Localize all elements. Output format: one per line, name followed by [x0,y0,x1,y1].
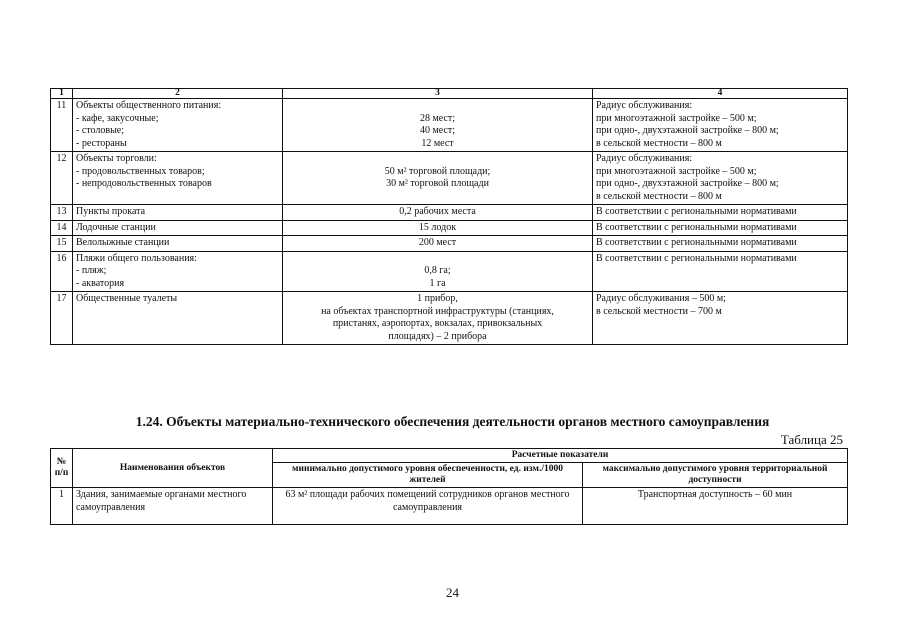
value-cell-line: 0,2 рабочих места [399,206,476,217]
value-cell [283,292,593,345]
object-name-cell [73,152,283,205]
table-row [51,220,848,236]
value-cell-line: 15 лодок [418,221,457,233]
value-cell-line: 12 мест [421,137,454,149]
note-cell-line: В соответствии с региональными нормативами [596,206,797,217]
value-cell-line [286,100,589,113]
value-cell-line [286,153,589,166]
note-cell-line: в сельской местности – 800 м [596,190,722,202]
col-min-header: минимально допустимого уровня обеспеченности, ед. изм./1000 жителей [273,463,583,488]
table-row [51,251,848,292]
value-cell [283,152,593,205]
header-row [51,89,848,99]
value-cell-line: 0,8 га; [424,265,451,276]
row-number: 13 [51,205,73,221]
header-cell: 2 [73,89,283,99]
col-group-header: Расчетные показатели [273,449,848,463]
value-cell [283,236,593,252]
note-cell [593,251,848,292]
table-row [51,99,848,152]
object-name-cell-line: - непродовольственных товаров [76,178,212,189]
max-value-cell: Транспортная доступность – 60 мин [583,488,848,525]
object-name-cell [73,99,283,152]
note-cell-line: Радиус обслуживания: [596,100,693,111]
object-name-cell-line: Пункты проката [76,206,146,217]
row-number: 16 [51,251,73,292]
object-name-cell [73,236,283,252]
note-cell [593,152,848,205]
page-number: 24 [446,585,459,600]
row-number: 15 [51,236,73,252]
note-cell-line: при одно-, двухэтажной застройке – 800 м; [596,178,779,189]
object-name-cell-line: Велолыжные станции [76,237,170,248]
table-row [51,152,848,205]
col-max-header: максимально допустимого уровня территориальной доступности [583,463,848,488]
object-name-cell-line: - кафе, закусочные; [76,112,159,124]
note-cell [593,220,848,236]
object-name-cell-line: Лодочные станции [76,221,156,233]
object-name-cell-line: - пляж; [76,265,107,276]
municipal-objects-table [50,448,848,525]
value-cell-line: пристанях, аэропортах, вокзалах, привокзальных [332,318,543,329]
note-cell-line: Радиус обслуживания – 500 м; [596,293,726,304]
object-name-cell [73,205,283,221]
note-cell-line: В соответствии с региональными нормативами [596,221,797,233]
value-cell-line: 200 мест [418,237,457,248]
note-cell [593,236,848,252]
note-cell-line: в сельской местности – 700 м [596,305,722,317]
table-row [51,236,848,252]
table-row [51,205,848,221]
note-cell [593,99,848,152]
value-cell-line: 30 м² торговой площади [386,178,489,189]
row-number: 11 [51,99,73,152]
value-cell [283,205,593,221]
note-cell-line: В соответствии с региональными нормативами [596,237,797,248]
row-number: 17 [51,292,73,345]
col-name-header: Наименования объектов [73,449,273,488]
header-cell: 1 [51,89,73,99]
object-name-cell-line: - рестораны [76,137,127,149]
value-cell-line: 1 прибор, [417,293,458,304]
value-cell-line: 1 га [429,277,446,289]
row-number: 14 [51,220,73,236]
object-name-cell-line: Пляжи общего пользования: [76,252,197,264]
note-cell-line: при одно-, двухэтажной застройке – 800 м; [596,125,779,136]
value-cell [283,251,593,292]
header-row [51,449,848,463]
note-cell-line: В соответствии с региональными нормативами [596,252,797,264]
value-cell-line: 50 м² торговой площади; [384,165,491,177]
object-name-cell [73,292,283,345]
note-cell-line: при многоэтажной застройке – 500 м; [596,165,757,177]
object-name-cell-line: Объекты торговли: [76,153,157,164]
header-cell: 4 [593,89,848,99]
note-cell-line: при многоэтажной застройке – 500 м; [596,112,757,124]
object-name-cell-line: - столовые; [76,125,125,136]
value-cell-line [286,253,589,266]
note-cell-line: в сельской местности – 800 м [596,137,722,149]
object-name-cell [73,251,283,292]
object-name-cell-line: Объекты общественного питания: [76,100,222,111]
min-value-cell: 63 м² площади рабочих помещений сотрудников органов местного самоуправления [273,488,583,525]
col-num-header: № п/п [51,449,73,488]
object-name-cell-line: - продовольственных товаров; [76,165,205,177]
table-row [51,488,848,525]
value-cell [283,220,593,236]
norms-table [50,88,848,345]
header-cell: 3 [283,89,593,99]
note-cell [593,292,848,345]
table-row [51,292,848,345]
table-label: Таблица 25 [780,432,843,447]
value-cell-line: на объектах транспортной инфраструктуры (станциях, [321,305,554,317]
row-number: 1 [51,488,73,525]
value-cell-line: 28 мест; [419,112,456,124]
value-cell-line: 40 мест; [419,125,456,136]
object-name-cell: Здания, занимаемые органами местного самоуправления [73,488,273,525]
note-cell-line: Радиус обслуживания: [596,153,693,164]
object-name-cell-line: - акватория [76,277,125,289]
row-number: 12 [51,152,73,205]
value-cell [283,99,593,152]
object-name-cell [73,220,283,236]
value-cell-line: площадях) – 2 прибора [388,330,487,342]
object-name-cell-line: Общественные туалеты [76,293,178,304]
section-title: 1.24. Объекты материально-технического обеспечения деятельности органов местного самоуправления [135,414,770,429]
note-cell [593,205,848,221]
